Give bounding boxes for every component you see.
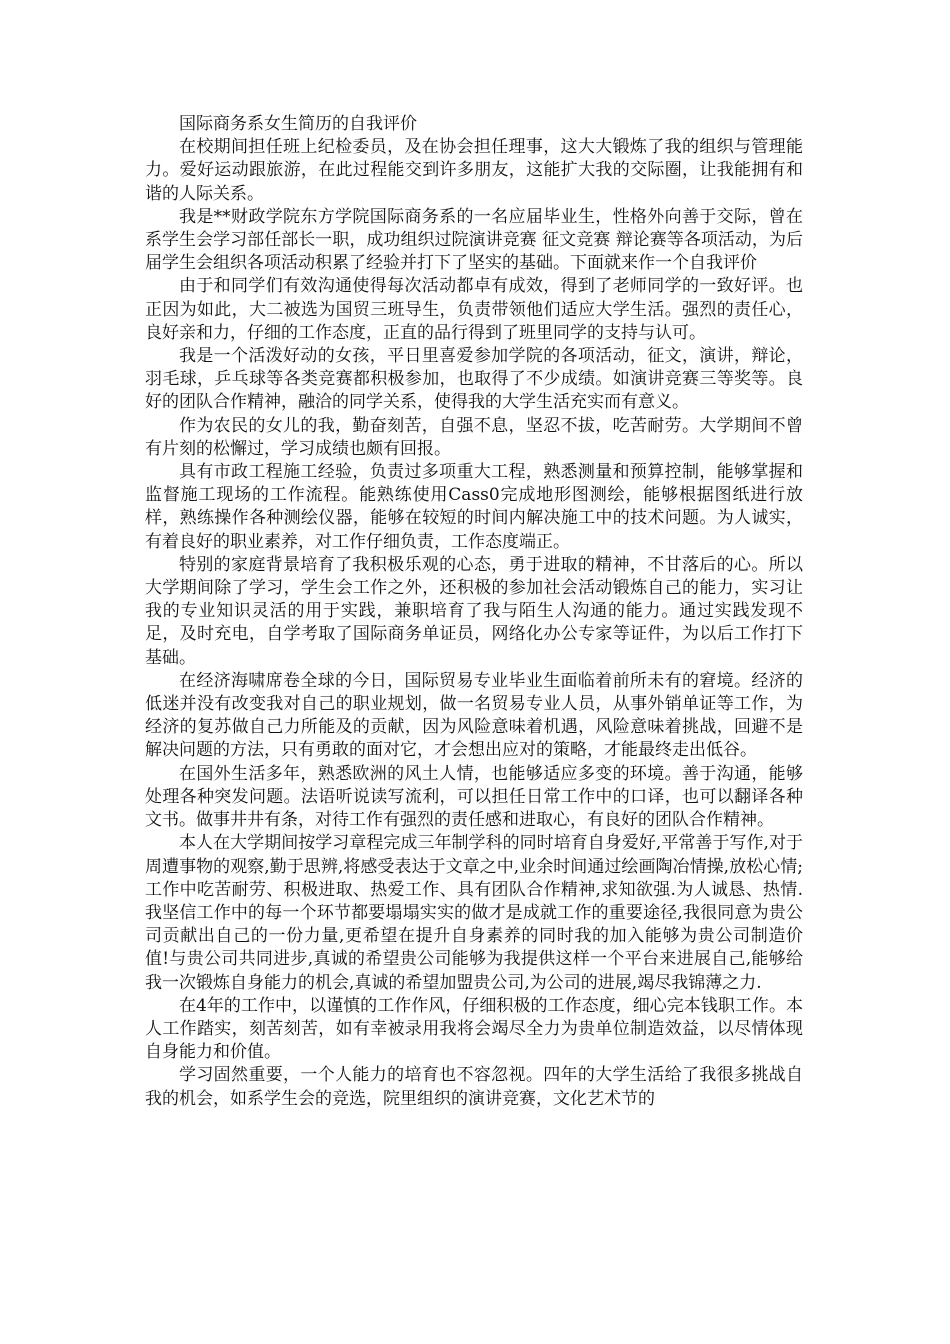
paragraph-12: 学习固然重要，一个人能力的培育也不容忽视。四年的大学生活给了我很多挑战自我的机会，如系学生会的竞选，院里组织的演讲竞赛，文化艺术节的 <box>145 1065 803 1109</box>
paragraph-5: 作为农民的女儿的我，勤奋刻苦，自强不息，坚忍不拔，吃苦耐劳。大学期间不曾有片刻的松懈过，学习成绩也颇有回报。 <box>145 415 803 459</box>
paragraph-10: 本人在大学期间按学习章程完成三年制学科的同时培育自身爱好,平常善于写作,对于周遭事物的观察,勤于思辨,将感受表达于文章之中,业余时间通过绘画陶冶情操,放松心情;工作中吃苦耐劳、积极进取、热爱工作、具有团队合作精神,求知欲强.为人诚恳、热情.我坚信工作中的每一个环节都要塌塌实实的做才是成就工作的重要途径,我很同意为贵公司贡献出自己的一份力量,更希望在提升自身素养的同时我的加入能够为贵公司制造价值!与贵公司共同进步,真诚的希望贵公司能够为我提供这样一个平台来进展自己,能够给我一次锻炼自身能力的机会,真诚的希望加盟贵公司,为公司的进展,竭尽我锦薄之力. <box>145 833 803 993</box>
paragraph-11: 在4年的工作中，以谨慎的工作作风，仔细积极的工作态度，细心完本钱职工作。本人工作踏实，刻苦刻苦，如有幸被录用我将会竭尽全力为贵单位制造效益，以尽情体现自身能力和价值。 <box>145 995 803 1063</box>
paragraph-7: 特别的家庭背景培育了我积极乐观的心态，勇于进取的精神，不甘落后的心。所以大学期间除了学习，学生会工作之外，还积极的参加社会活动锻炼自己的能力，实习让我的专业知识灵活的用于实践，兼职培育了我与陌生人沟通的能力。通过实践发现不足，及时充电，自学考取了国际商务单证员，网络化办公专家等证件，为以后工作打下基础。 <box>145 554 803 668</box>
document-title: 国际商务系女生简历的自我评价 <box>179 114 417 134</box>
paragraph-9: 在国外生活多年，熟悉欧洲的风土人情，也能够适应多变的环境。善于沟通，能够处理各种突发问题。法语听说读写流利，可以担任日常工作中的口译，也可以翻译各种文书。做事井井有条，对待工作有强烈的责任感和进取心，有良好的团队合作精神。 <box>145 763 803 831</box>
paragraph-3: 由于和同学们有效沟通使得每次活动都卓有成效，得到了老师同学的一致好评。也正因为如此，大二被选为国贸三班导生，负责带领他们适应大学生活。强烈的责任心，良好亲和力，仔细的工作态度，正直的品行得到了班里同学的支持与认可。 <box>145 276 803 343</box>
paragraph-1: 在校期间担任班上纪检委员，及在协会担任理事，这大大锻炼了我的组织与管理能力。爱好运动跟旅游，在此过程能交到许多朋友，这能扩大我的交际圈，让我能拥有和谐的人际关系。 <box>145 137 803 204</box>
document-page <box>145 113 803 1111</box>
paragraph-8: 在经济海啸席卷全球的今日，国际贸易专业毕业生面临着前所未有的窘境。经济的低迷并没有改变我对自己的职业规划，做一名贸易专业人员，从事外销单证等工作，为经济的复苏做自己力所能及的贡献，因为风险意味着机遇，风险意味着挑战，回避不是解决问题的方法，只有勇敢的面对它，才会想出应对的策略，才能最终走出低谷。 <box>145 670 803 761</box>
paragraph-2: 我是**财政学院东方学院国际商务系的一名应届毕业生，性格外向善于交际，曾在系学生会学习部任部长一职，成功组织过院演讲竞赛 征文竞赛 辩论赛等各项活动，为后届学生会组织各项活动积累了经验并打下了坚实的基础。下面就来作一个自我评价 <box>145 206 803 274</box>
paragraph-6: 具有市政工程施工经验，负责过多项重大工程，熟悉测量和预算控制，能够掌握和监督施工现场的工作流程。能熟练使用Cass0完成地形图测绘，能够根据图纸进行放样，熟练操作各种测绘仪器，能够在较短的时间内解决施工中的技术问题。为人诚实，有着良好的职业素养，对工作仔细负责，工作态度端正。 <box>145 462 803 552</box>
paragraph-4: 我是一个活泼好动的女孩，平日里喜爱参加学院的各项活动，征文，演讲，辩论，羽毛球，乒乓球等各类竞赛都积极参加，也取得了不少成绩。如演讲竞赛三等奖等。良好的团队合作精神，融洽的同学关系，使得我的大学生活充实而有意义。 <box>145 346 803 413</box>
